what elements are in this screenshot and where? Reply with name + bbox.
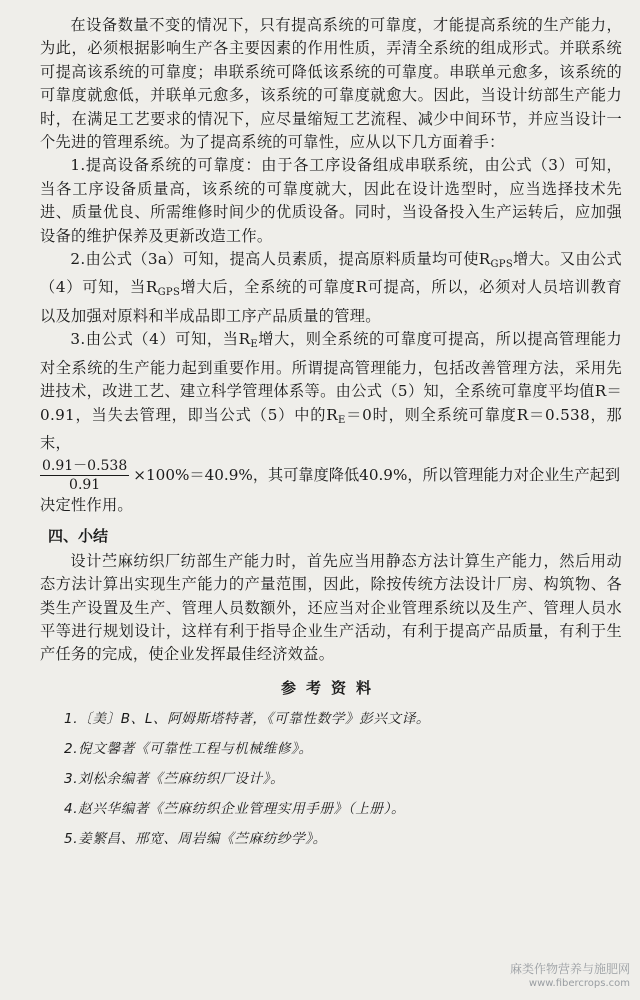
subscript: GPS [490, 259, 513, 271]
reference-item: 2.倪文馨著《可靠性工程与机械维修》。 [64, 740, 313, 757]
formula-result: ×100%＝40.9%，其可靠度降低40.9%，所以管理能力对企业生产起到 [133, 466, 621, 485]
text-run: 2.由公式（3a）可知，提高人员素质，提高原料质量均可使R [70, 250, 491, 269]
formula-line [40, 457, 622, 494]
paragraph-reliability-intro: 在设备数量不变的情况下，只有提高系统的可靠度，才能提高系统的生产能力，为此，必须根据影响生产各主要因素的作用性质，弄清全系统的组成形式。并联系统可提高该系统的可靠度；串联系统可降低该系统的可靠度。串联单元愈多，该系统的可靠度就愈低，并联单元愈多，该系统的可靠度就愈大。因此，当设计纺部生产能力时，在满足工艺要求的情况下，应尽量缩短工艺流程、减少中间环节，并应当设计一个先进的管理系统。为了提高系统的可靠性，应从以下几方面着手： [40, 16, 622, 152]
references-list [40, 704, 622, 854]
paragraph-item-1: 1.提高设备系统的可靠度：由于各工序设备组成串联系统，由公式（3）可知，当各工序设备质量高，该系统的可靠度就大，因此在设计选型时，应当选择技术先进、质量优良、所需维修时间少的优质设备。同时，当设备投入生产运转后，应加强设备的维护保养及更新改造工作。 [40, 156, 622, 245]
watermark-site-name: 麻类作物营养与施肥网 [509, 962, 630, 976]
reference-item: 4.赵兴华编著《苎麻纺织企业管理实用手册》（上册）。 [64, 800, 406, 817]
text-run: ＝0时，则全系统可靠度R＝0.538，那末， [40, 405, 623, 452]
text-run: 3.由公式（4）可知，当R [70, 330, 251, 349]
paragraph-summary: 设计苎麻纺织厂纺部生产能力时，首先应当用静态方法计算生产能力，然后用动态方法计算出实现生产能力的产量范围，因此，除按传统方法设计厂房、构筑物、各类生产设置及生产、管理人员数额外，还应当对企业管理系统以及生产、管理人员水平等进行规划设计，这样有利于指导企业生产活动，有利于提高产品质量，有利于生产任务的完成，使企业发挥最佳经济效益。 [40, 551, 622, 664]
subscript: GPS [157, 287, 181, 299]
text-run: 增大后，全系统的可靠度R可提高，所以，必须对人员培训教育以及加强对原料和半成品即工序产品质量的管理。 [40, 278, 622, 325]
paragraph-item-3 [40, 328, 622, 455]
section-heading: 四、小结 [48, 526, 109, 545]
text-run: 增大。又由公式（4）可知，当R [40, 250, 622, 297]
text-run: 增大，则全系统的可靠度可提高，所以提高管理能力对全系统的生产能力起到重要作用。所谓提高管理能力，包括改善管理方法，采用先进技术，改进工艺、建立科学管理体系等。由公式（5）知，全系统可靠度平均值R＝0.91，当失去管理，即当公式（5）中的R [40, 330, 622, 424]
references-title: 参考资料 [280, 678, 381, 697]
reference-item: 5.姜繁昌、邢宽、周岩编《苎麻纺纱学》。 [64, 830, 327, 847]
reference-item: 1.〔美〕B、L、阿姆斯塔特著，《可靠性数学》彭兴文译。 [64, 710, 431, 727]
fraction [40, 457, 129, 494]
paragraph-item-3-end: 决定性作用。 [40, 496, 133, 515]
paragraph-item-2 [40, 248, 622, 328]
reference-item: 3.刘松余编著《苎麻纺织厂设计》。 [64, 770, 285, 787]
subscript: E [337, 414, 346, 426]
body-text [40, 14, 622, 854]
subscript: E [250, 339, 258, 351]
site-watermark [510, 962, 630, 990]
fraction-numerator: 0.91－0.538 [42, 458, 128, 475]
fraction-denominator: 0.91 [69, 477, 101, 494]
watermark-url: www.fibercrops.com [528, 978, 630, 989]
